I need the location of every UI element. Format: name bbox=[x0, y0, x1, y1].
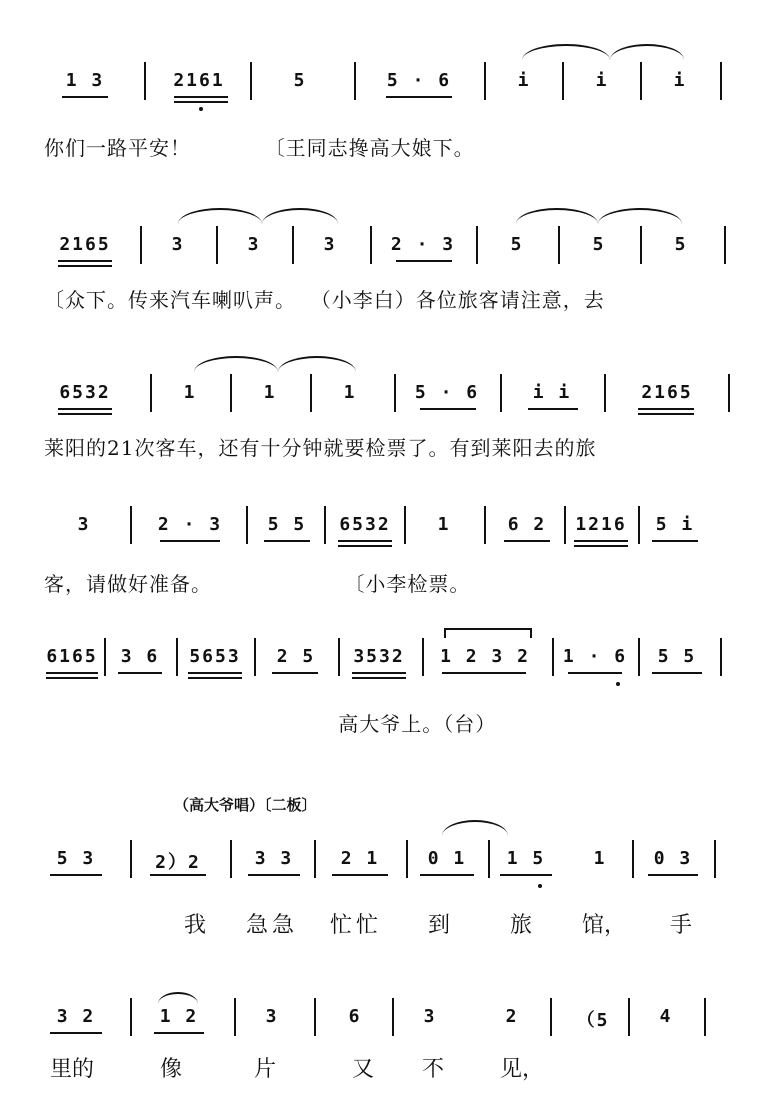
measure-notes: 3 bbox=[265, 1006, 279, 1027]
measure bbox=[644, 506, 706, 546]
bar-line bbox=[704, 998, 706, 1036]
measure bbox=[300, 226, 360, 266]
bar-line bbox=[550, 998, 552, 1036]
bar-line bbox=[552, 638, 554, 676]
underline bbox=[160, 540, 220, 542]
slur bbox=[610, 44, 684, 60]
bar-line bbox=[254, 638, 256, 676]
lyric-char: 旅 bbox=[510, 913, 533, 938]
bar-line bbox=[250, 62, 252, 100]
bar-line bbox=[150, 374, 152, 412]
underline bbox=[574, 540, 628, 542]
measure-notes: 5 bbox=[293, 70, 307, 91]
measure bbox=[638, 840, 708, 880]
lyric-char: 不 bbox=[422, 1057, 445, 1082]
bar-line bbox=[292, 226, 294, 264]
measure-notes: 5653 bbox=[189, 646, 241, 667]
notation-row-1 bbox=[44, 62, 734, 112]
lyric-char: 像 bbox=[160, 1057, 183, 1082]
bar-line bbox=[640, 62, 642, 100]
measure bbox=[140, 506, 240, 546]
bar-line bbox=[604, 374, 606, 412]
notation-row-2 bbox=[44, 226, 734, 276]
measure-notes: 1 3 bbox=[65, 70, 105, 91]
measure bbox=[254, 506, 320, 546]
measure-notes: 6 bbox=[348, 1006, 362, 1027]
notation-row-3 bbox=[44, 374, 734, 424]
slur bbox=[516, 208, 598, 224]
bar-line bbox=[720, 62, 722, 100]
measure-notes: 1 5 bbox=[506, 848, 546, 869]
measure bbox=[238, 840, 310, 880]
measure-notes: i i bbox=[532, 382, 572, 403]
lyric-line: 〔众下。传来汽车喇叭声。 （小李白）各位旅客请注意，去 bbox=[44, 288, 605, 312]
underline bbox=[648, 874, 698, 876]
measure bbox=[494, 62, 554, 102]
measure-notes: 1216 bbox=[575, 514, 627, 535]
notation-row-6 bbox=[44, 840, 734, 890]
bar-line bbox=[130, 506, 132, 544]
lyric-char: 见， bbox=[500, 1057, 545, 1082]
bar-line bbox=[130, 840, 132, 878]
measure bbox=[44, 638, 100, 678]
underline bbox=[332, 874, 388, 876]
measure bbox=[494, 506, 560, 546]
slur bbox=[178, 208, 262, 224]
notation-row-7 bbox=[44, 998, 734, 1048]
measure bbox=[110, 638, 170, 678]
measure-notes: 0 3 bbox=[653, 848, 693, 869]
measure-notes: 3 2 bbox=[56, 1006, 96, 1027]
underline bbox=[154, 1032, 204, 1034]
measure-notes: 5 bbox=[510, 234, 524, 255]
bar-line bbox=[488, 840, 490, 878]
bar-line bbox=[338, 638, 340, 676]
underline bbox=[174, 96, 228, 98]
measure-notes: 3532 bbox=[353, 646, 405, 667]
measure-notes: 3 bbox=[323, 234, 337, 255]
triplet-bracket bbox=[444, 628, 532, 638]
underline bbox=[638, 413, 694, 415]
slur bbox=[278, 356, 356, 372]
measure-notes: 5 bbox=[674, 234, 688, 255]
bar-line bbox=[484, 506, 486, 544]
measure-notes: 6532 bbox=[339, 514, 391, 535]
underline bbox=[264, 540, 310, 542]
measure-notes: （5 bbox=[576, 1010, 610, 1031]
bar-line bbox=[314, 840, 316, 878]
bar-line bbox=[562, 62, 564, 100]
underline bbox=[58, 260, 112, 262]
bar-line bbox=[310, 374, 312, 412]
measure bbox=[572, 62, 632, 102]
measure bbox=[44, 998, 108, 1038]
measure bbox=[154, 62, 244, 102]
bar-line bbox=[140, 226, 142, 264]
bar-line bbox=[176, 638, 178, 676]
measure-notes: 5 · 6 bbox=[386, 70, 452, 91]
measure-notes: i bbox=[673, 70, 687, 91]
lyric-line: 高大爷上。（台） bbox=[44, 712, 497, 736]
underline bbox=[188, 677, 242, 679]
measure-notes: 2 5 bbox=[276, 646, 316, 667]
measure-notes: 5 bbox=[592, 234, 606, 255]
low-dot bbox=[538, 884, 542, 888]
measure-notes: 2161 bbox=[173, 70, 225, 91]
underline bbox=[352, 677, 406, 679]
measure bbox=[644, 638, 710, 678]
measure-notes: 6 2 bbox=[507, 514, 547, 535]
bar-line bbox=[638, 506, 640, 544]
slur bbox=[442, 820, 508, 836]
underline bbox=[50, 1032, 102, 1034]
slur bbox=[262, 208, 338, 224]
measure bbox=[400, 998, 460, 1038]
measure-notes: 2 1 bbox=[340, 848, 380, 869]
measure bbox=[484, 226, 550, 266]
measure bbox=[322, 998, 388, 1038]
measure-notes: 1 · 6 bbox=[562, 646, 628, 667]
measure bbox=[242, 998, 302, 1038]
slur bbox=[522, 44, 610, 60]
underline bbox=[528, 408, 578, 410]
underline bbox=[396, 260, 452, 262]
measure bbox=[650, 62, 710, 102]
measure-notes: i bbox=[517, 70, 531, 91]
lyric-char: 片 bbox=[254, 1057, 277, 1082]
bar-line bbox=[720, 638, 722, 676]
measure-notes: 3 bbox=[247, 234, 261, 255]
lyric-char: 又 bbox=[352, 1057, 375, 1082]
underline bbox=[272, 672, 318, 674]
measure-notes: 1 bbox=[263, 382, 277, 403]
measure bbox=[64, 506, 104, 546]
measure bbox=[44, 840, 108, 880]
bar-line bbox=[640, 226, 642, 264]
underline bbox=[574, 545, 628, 547]
measure bbox=[648, 226, 714, 266]
measure-notes: 2165 bbox=[641, 382, 693, 403]
measure bbox=[260, 62, 340, 102]
measure bbox=[140, 998, 218, 1038]
measure bbox=[482, 998, 542, 1038]
bar-line bbox=[130, 998, 132, 1036]
lyric-char: 到 bbox=[428, 913, 451, 938]
notation-row-4 bbox=[44, 506, 734, 556]
measure-notes: 1 bbox=[437, 514, 451, 535]
measure bbox=[412, 840, 482, 880]
measure bbox=[330, 506, 400, 546]
measure bbox=[44, 226, 126, 266]
bar-line bbox=[230, 374, 232, 412]
lyric-char: 忙 bbox=[330, 913, 353, 938]
bar-line bbox=[230, 840, 232, 878]
measure bbox=[378, 226, 468, 266]
lyric-char: 忙 bbox=[356, 913, 379, 938]
slur bbox=[158, 992, 198, 1004]
bar-line bbox=[406, 840, 408, 878]
underline bbox=[338, 540, 392, 542]
bar-line bbox=[104, 638, 106, 676]
bar-line bbox=[714, 840, 716, 878]
underline bbox=[352, 672, 406, 674]
underline bbox=[62, 96, 108, 98]
bar-line bbox=[404, 506, 406, 544]
measure bbox=[44, 374, 126, 414]
measure bbox=[558, 998, 628, 1038]
underline bbox=[420, 874, 474, 876]
bar-line bbox=[392, 998, 394, 1036]
bar-line bbox=[354, 62, 356, 100]
bar-line bbox=[422, 638, 424, 676]
bar-line bbox=[564, 506, 566, 544]
measure-notes: 5 5 bbox=[267, 514, 307, 535]
measure bbox=[430, 638, 540, 678]
measure bbox=[402, 374, 492, 414]
measure bbox=[320, 840, 400, 880]
low-dot bbox=[616, 682, 620, 686]
measure bbox=[148, 226, 208, 266]
measure-notes: 2 · 3 bbox=[157, 514, 223, 535]
low-dot bbox=[199, 107, 203, 111]
measure bbox=[364, 62, 474, 102]
measure-notes: 6532 bbox=[59, 382, 111, 403]
slur bbox=[194, 356, 278, 372]
measure bbox=[318, 374, 382, 414]
underline bbox=[174, 101, 228, 103]
lyric-char: 手 bbox=[670, 913, 693, 938]
measure-notes: 5 i bbox=[655, 514, 695, 535]
underline bbox=[652, 540, 698, 542]
underline bbox=[638, 408, 694, 410]
measure bbox=[508, 374, 596, 414]
underline bbox=[500, 874, 552, 876]
bar-line bbox=[728, 374, 730, 412]
underline bbox=[568, 672, 622, 674]
measure-notes: 6165 bbox=[46, 646, 98, 667]
underline bbox=[338, 545, 392, 547]
lyric-char: 我 bbox=[184, 913, 207, 938]
underline bbox=[58, 408, 112, 410]
measure-notes: 2 · 3 bbox=[390, 234, 456, 255]
bar-line bbox=[724, 226, 726, 264]
measure bbox=[570, 506, 632, 546]
bar-line bbox=[638, 638, 640, 676]
measure-notes: 5 3 bbox=[56, 848, 96, 869]
underline bbox=[46, 677, 98, 679]
underline bbox=[652, 672, 702, 674]
measure-notes: 1 bbox=[183, 382, 197, 403]
measure-notes: 1 2 3 2 bbox=[440, 646, 530, 667]
lyric-line: 你们一路平安！ 〔王同志搀高大娘下。 bbox=[44, 136, 475, 160]
underline bbox=[58, 413, 112, 415]
bar-line bbox=[632, 840, 634, 878]
bar-line bbox=[314, 998, 316, 1036]
measure bbox=[636, 998, 696, 1038]
measure-notes: 5 · 6 bbox=[414, 382, 480, 403]
measure-notes: 5 5 bbox=[657, 646, 697, 667]
bar-line bbox=[234, 998, 236, 1036]
underline bbox=[46, 672, 98, 674]
measure-notes: 1 bbox=[343, 382, 357, 403]
measure-notes: 2165 bbox=[59, 234, 111, 255]
bar-line bbox=[628, 998, 630, 1036]
measure bbox=[344, 638, 414, 678]
slur bbox=[598, 208, 682, 224]
underline bbox=[188, 672, 242, 674]
measure bbox=[414, 506, 474, 546]
underline bbox=[386, 96, 452, 98]
bar-line bbox=[144, 62, 146, 100]
measure-notes: i bbox=[595, 70, 609, 91]
underline bbox=[118, 672, 162, 674]
notation-row-5 bbox=[44, 638, 734, 688]
lyric-char: 里的 bbox=[50, 1057, 95, 1082]
measure-notes: 1 bbox=[593, 848, 607, 869]
bar-line bbox=[324, 506, 326, 544]
measure-notes: 3 3 bbox=[254, 848, 294, 869]
lyric-char: 急 bbox=[272, 913, 295, 938]
lyric-line: 客，请做好准备。 〔小李检票。 bbox=[44, 572, 471, 596]
lyric-char: 急 bbox=[246, 913, 269, 938]
lyric-char: 馆， bbox=[582, 913, 627, 938]
measure bbox=[264, 638, 328, 678]
bar-line bbox=[484, 62, 486, 100]
measure bbox=[570, 840, 630, 880]
measure bbox=[158, 374, 222, 414]
underline bbox=[420, 408, 476, 410]
underline bbox=[442, 672, 526, 674]
measure-notes: 3 bbox=[423, 1006, 437, 1027]
lyric-line: 莱阳的21次客车，还有十分钟就要检票了。有到莱阳去的旅 bbox=[44, 436, 597, 460]
measure-notes: 2）2 bbox=[155, 852, 201, 873]
measure bbox=[494, 840, 558, 880]
underline bbox=[248, 874, 300, 876]
bar-line bbox=[558, 226, 560, 264]
bar-line bbox=[476, 226, 478, 264]
underline bbox=[150, 874, 206, 876]
measure-notes: 2 bbox=[505, 1006, 519, 1027]
underline bbox=[504, 540, 550, 542]
measure-notes: 4 bbox=[659, 1006, 673, 1027]
measure bbox=[566, 226, 632, 266]
measure-notes: 3 bbox=[171, 234, 185, 255]
underline bbox=[50, 874, 102, 876]
measure bbox=[612, 374, 722, 414]
measure bbox=[224, 226, 284, 266]
measure bbox=[182, 638, 248, 678]
measure bbox=[560, 638, 630, 678]
underline bbox=[58, 265, 112, 267]
measure-notes: 3 bbox=[77, 514, 91, 535]
bar-line bbox=[246, 506, 248, 544]
bar-line bbox=[370, 226, 372, 264]
bar-line bbox=[216, 226, 218, 264]
measure bbox=[238, 374, 302, 414]
measure-notes: 0 1 bbox=[427, 848, 467, 869]
measure-notes: 1 2 bbox=[159, 1006, 199, 1027]
measure bbox=[138, 840, 218, 880]
bar-line bbox=[500, 374, 502, 412]
bar-line bbox=[394, 374, 396, 412]
measure-notes: 3 6 bbox=[120, 646, 160, 667]
measure bbox=[44, 62, 126, 102]
singer-annotation: （高大爷唱）〔二板〕 bbox=[174, 796, 317, 814]
